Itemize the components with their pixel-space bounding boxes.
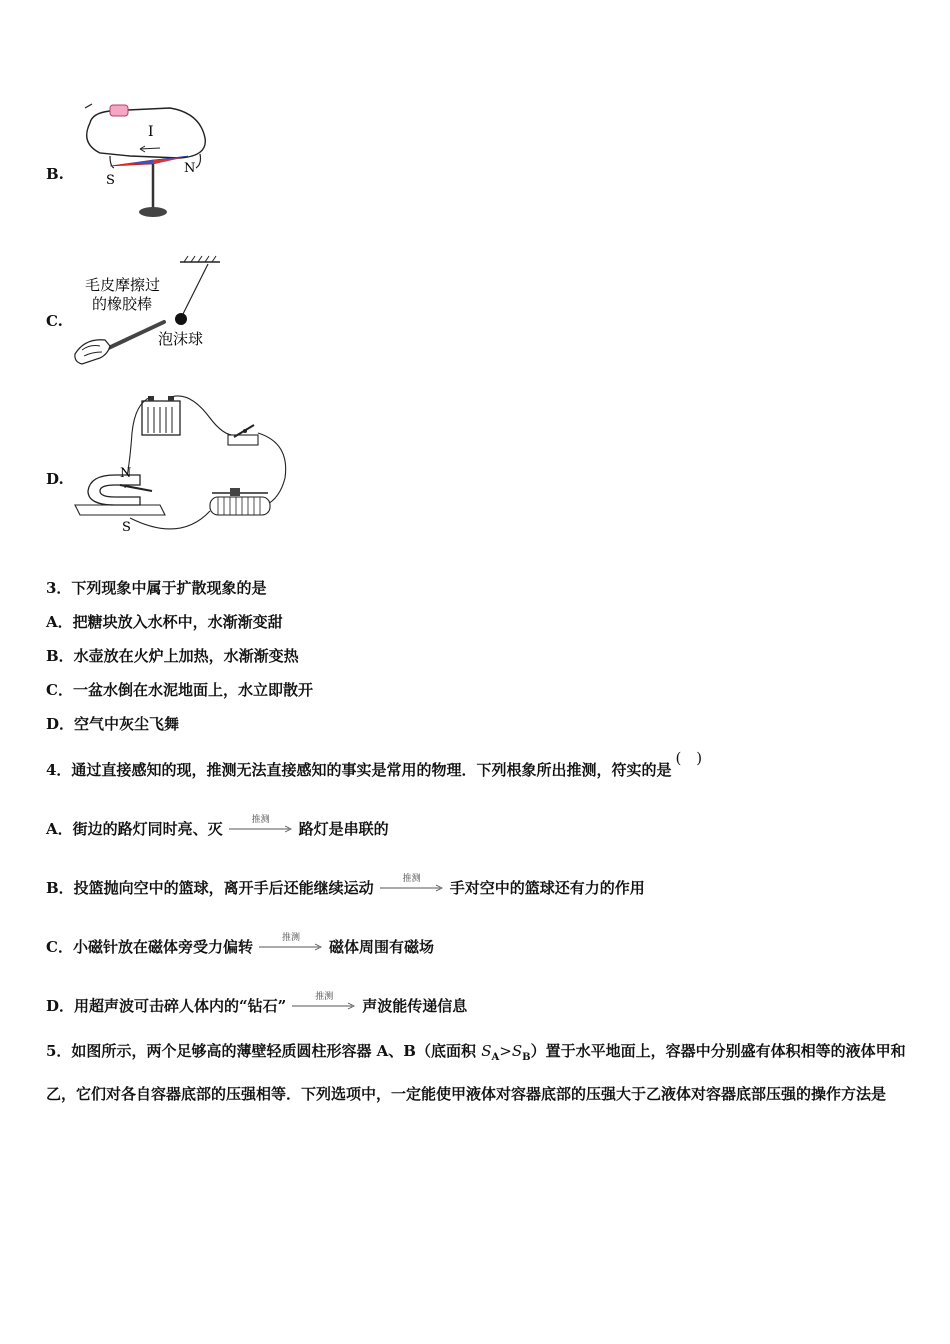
figure-c-rod-caption-line2: 的橡胶棒 — [92, 295, 153, 313]
q3-option-b: B．水壶放在火炉上加热，水渐渐变热 — [46, 647, 299, 665]
q5-area-a-subscript: A — [491, 1052, 500, 1063]
q3-option-c: C．一盆水倒在水泥地面上，水立即散开 — [46, 681, 313, 699]
inference-arrow-label: 推测 — [402, 874, 421, 884]
q4-option-a-premise: A．街边的路灯同时亮、灭 — [46, 820, 223, 838]
q4-option-c-conclusion: 磁体周围有磁场 — [328, 938, 434, 956]
q3-option-d: D．空气中灰尘飞舞 — [46, 715, 180, 733]
inference-arrow — [292, 992, 356, 1017]
figure-b-north-label: N — [184, 161, 196, 176]
q4-option-c — [46, 933, 434, 958]
q4-option-b-premise: B．投篮抛向空中的篮球，离开手后还能继续运动 — [46, 879, 374, 897]
inference-arrow-label: 推测 — [251, 815, 270, 825]
q5-text-part1: 5．如图所示，两个足够高的薄壁轻质圆柱形容器 A、B（底面积 — [46, 1042, 482, 1060]
q4-stem — [46, 749, 703, 780]
q4-option-c-premise: C．小磁针放在磁体旁受力偏转 — [46, 938, 253, 956]
q4-stem-text: 4．通过直接感知的现，推测无法直接感知的事实是常用的物理．下列根象所出推测，符实的是 — [46, 761, 672, 779]
q5-text-part2: ）置于水平地面上，容器中分别盛有体积相等的液体甲和乙，它们对各自容器底部的压强相等．下列选项中，一定能使甲液体对容器底部的压强大于乙液体对容器底部压强的操作方法是 — [46, 1042, 906, 1103]
figure-c-label: C. — [46, 312, 63, 330]
q4-option-a-conclusion: 路灯是串联的 — [298, 820, 389, 838]
figure-b-compass-wire-diagram — [70, 98, 210, 223]
figure-b-current-label: I — [148, 124, 154, 140]
figure-d-north-label: N — [120, 466, 132, 481]
figure-d-label: D. — [46, 470, 64, 488]
q5-stem — [46, 1033, 906, 1113]
inference-arrow-label: 推测 — [281, 933, 300, 943]
q4-option-b — [46, 874, 645, 899]
figure-d-motor-circuit-diagram — [70, 393, 310, 543]
q4-answer-bracket: ( ) — [675, 749, 703, 767]
q4-option-d-premise: D．用超声波可击碎人体内的“钻石” — [46, 997, 287, 1015]
figure-c-charged-rod-diagram — [70, 254, 230, 369]
q5-area-a-symbol: S — [481, 1042, 492, 1060]
q3-stem: 3．下列现象中属于扩散现象的是 — [46, 579, 267, 597]
q4-option-d-conclusion: 声波能传递信息 — [362, 997, 468, 1015]
q4-option-d — [46, 992, 468, 1017]
q5-area-b-subscript: B — [522, 1052, 531, 1063]
figure-c-ball-caption: 泡沫球 — [158, 330, 204, 348]
figure-d-south-label: S — [122, 520, 131, 535]
inference-arrow — [380, 874, 444, 899]
inference-arrow — [229, 815, 293, 840]
figure-b-south-label: S — [106, 173, 115, 188]
q3-option-a: A．把糖块放入水杯中，水渐渐变甜 — [46, 613, 283, 631]
inference-arrow — [259, 933, 323, 958]
inference-arrow-label: 推测 — [315, 992, 334, 1002]
q4-option-b-conclusion: 手对空中的篮球还有力的作用 — [449, 879, 645, 897]
figure-b-label: B. — [46, 165, 64, 183]
q5-greater-than: > — [499, 1042, 512, 1060]
q5-area-b-symbol: S — [511, 1042, 523, 1060]
q4-option-a — [46, 815, 389, 840]
figure-c-rod-caption-line1: 毛皮摩擦过 — [85, 276, 161, 294]
